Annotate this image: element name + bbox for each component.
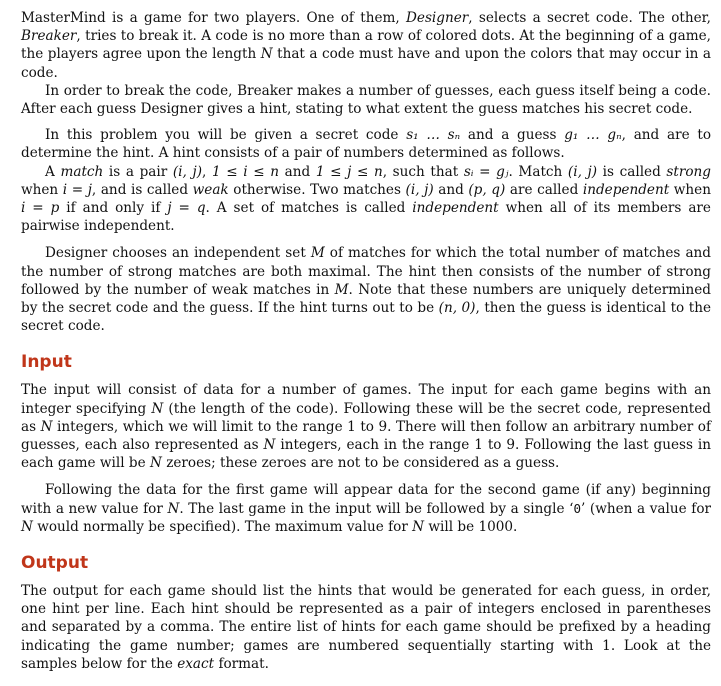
- input-paragraph-2: Following the data for the first game will appear data for the second game (if any) beginning with a new value for N. The last game in the input will be followed by a single ‘0’ (when a value for N would normally be specified). The maximum value for N will be 1000.: [21, 482, 712, 535]
- input-heading: Input: [21, 352, 72, 373]
- breaker-term: Breaker: [21, 28, 77, 45]
- output-heading: Output: [21, 553, 89, 574]
- intro-paragraph-5: Designer chooses an independent set M of matches for which the total number of matches and the number of strong matches are both maximal. The hint then consists of the number of strong followed by the number of weak matches in M. Note that these numbers are uniquely determined by the secret code and the guess. If the hint turns out to be (n, 0), then the guess is identical to the secret code.: [21, 245, 712, 335]
- intro-paragraph-1: MasterMind is a game for two players. One of them, Designer, selects a secret code. The other, Breaker, tries to break it. A code is no more than a row of colored dots. At the beginning of a game, the players agree upon the length N that a code must have and upon the colors that may occur in a code.: [21, 10, 711, 81]
- guess-formula: g₁ … gₙ: [564, 127, 622, 144]
- intro-paragraph-2: In order to break the code, Breaker makes a number of guesses, each guess itself being a code. After each guess Designer gives a hint, stating to what extent the guess matches his secret code.: [21, 82, 711, 118]
- input-paragraph-1: The input will consist of data for a number of games. The input for each game begins with an integer specifying N (the length of the code). Following these will be the secret code, represented as N integers, which we will limit to the range 1 to 9. There will then follow an arbitrary number of guesses, each also represented as N integers, each in the range 1 to 9. Following the last guess in each game will be N zeroes; these zeroes are not to be considered as a guess.: [21, 382, 712, 472]
- intro-paragraph-3: In this problem you will be given a secret code s₁ … sₙ and a guess g₁ … gₙ, and are to determine the hint. A hint consists of a pair of numbers determined as follows.: [21, 127, 712, 162]
- secret-code-formula: s₁ … sₙ: [406, 127, 461, 144]
- designer-term: Designer: [406, 10, 469, 26]
- intro-paragraph-4: A match is a pair (i, j), 1 ≤ i ≤ n and 1 ≤ j ≤ n, such that sᵢ = gⱼ. Match (i, j) is called strong when i = j, and is called weak otherwise. Two matches (i, j) and (p, q) are called independent when i = p if and only if j = q. A set of matches is called independent when all of its members are pairwise independent.: [21, 163, 711, 235]
- output-paragraph-1: The output for each game should list the hints that would be generated for each guess, in order, one hint per line. Each hint should be represented as a pair of integers enclosed in parentheses and separated by a comma. The entire list of hints for each game should be prefixed by a heading indicating the game number; games are numbered sequentially starting with 1. Look at the samples below for the exact format.: [21, 583, 711, 672]
- zero-literal: 0: [573, 500, 581, 516]
